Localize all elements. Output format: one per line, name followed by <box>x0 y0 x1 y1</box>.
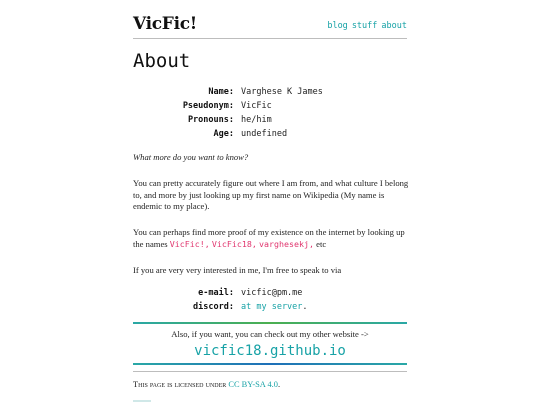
contact-label: discord: <box>193 302 234 312</box>
header-divider <box>133 38 407 39</box>
contact-table <box>133 288 407 316</box>
license-link[interactable]: CC BY-SA 4.0 <box>228 380 278 389</box>
nav-blog-link[interactable]: blog <box>327 21 348 31</box>
nav-stuff-link[interactable]: stuff <box>351 21 378 31</box>
info-label: Pronouns: <box>187 115 234 125</box>
paragraph-contact-intro: If you are very very interested in me, I'm free to speak to via <box>133 265 342 275</box>
license-text: This page is licensed under <box>133 380 227 389</box>
callout-top-bar <box>133 322 407 324</box>
license-suffix: . <box>277 380 281 389</box>
callout-bottom-bar <box>133 363 407 365</box>
info-value: undefined <box>241 129 288 139</box>
footer-cut-off-link <box>133 400 151 402</box>
info-value: VicFic <box>241 101 272 111</box>
paragraph-online-names <box>133 227 413 250</box>
other-website-link[interactable]: vicfic18.github.io <box>194 343 346 359</box>
name-varghesekj: varghesekj, <box>259 238 314 249</box>
other-website-intro: Also, if you want, you can check out my other website -> <box>171 329 369 339</box>
paragraph-text: You can perhaps find more proof of my existence on the internet by looking up the names <box>133 227 405 249</box>
paragraph-text-end: etc <box>316 238 327 249</box>
contact-suffix: . <box>302 302 308 312</box>
site-header <box>133 14 407 40</box>
info-label: Pseudonym: <box>182 101 234 111</box>
top-nav <box>323 21 407 31</box>
question-text <box>133 152 413 164</box>
page-title: About <box>133 50 191 72</box>
name-vicfic18: VicFic18, <box>211 238 257 249</box>
contact-value <box>241 302 308 312</box>
info-value: he/him <box>241 115 272 125</box>
info-label: Name: <box>208 87 234 97</box>
license-notice <box>133 380 280 389</box>
question: What more do you want to know? <box>133 152 249 162</box>
contact-label: e-mail: <box>198 288 234 298</box>
info-label: Age: <box>213 129 234 139</box>
site-title-link[interactable]: VicFic! <box>133 14 197 34</box>
info-table <box>133 87 407 147</box>
footer-divider <box>133 371 407 372</box>
info-value: Varghese K James <box>241 87 323 97</box>
name-vicfic: VicFic!, <box>169 238 210 249</box>
nav-about-link[interactable]: about <box>381 21 407 31</box>
email-link[interactable]: vicfic@pm.me <box>241 288 303 298</box>
discord-server-link[interactable]: at my server <box>241 302 303 312</box>
paragraph-name-origin: You can pretty accurately figure out where I am from, and what culture I belong to, and more by just looking up my first name on Wikipedia (My name is endemic to my place). <box>133 178 409 211</box>
